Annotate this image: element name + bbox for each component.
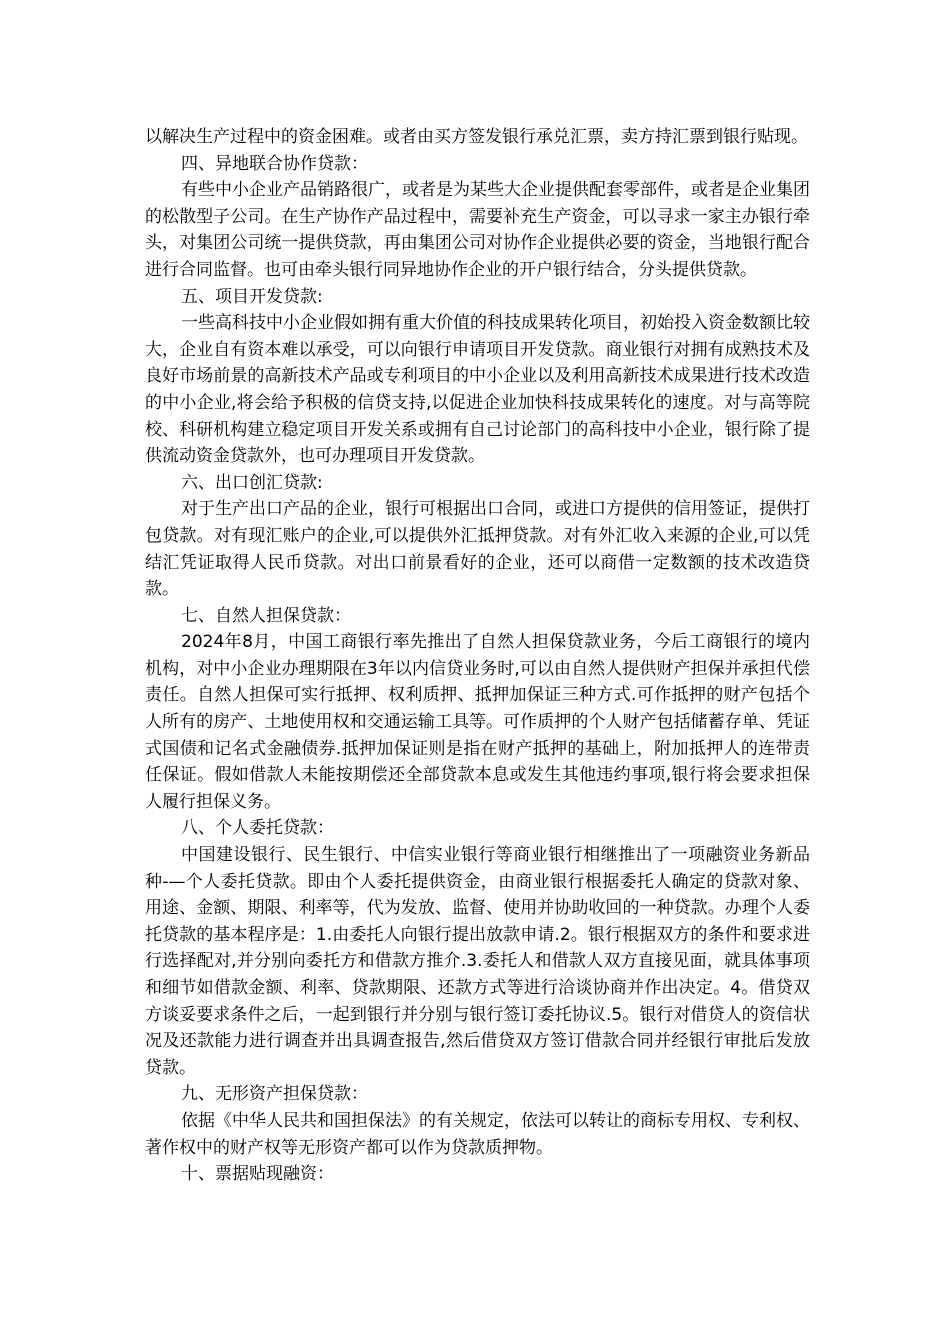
paragraph-section-5: 一些高科技中小企业假如拥有重大价值的科技成果转化项目，初始投入资金数额比较大，企业自有资本难以承受，可以向银行申请项目开发贷款。商业银行对拥有成熟技术及良好市场前景的高新技术产品或专利项目的中小企业以及利用高新技术成果进行技术改造的中小企业,将会给予积极的信贷支持,以促进企业加快科技成果转化的速度。对与高等院校、科研机构建立稳定项目开发关系或拥有自己讨论部门的高科技中小企业，银行除了提供流动资金贷款外，也可办理项目开发贷款。 — [145, 313, 810, 467]
document-body — [145, 124, 810, 1188]
section-heading-4: 四、异地联合协作贷款： — [181, 153, 368, 174]
paragraph-continued: 以解决生产过程中的资金困难。或者由买方签发银行承兑汇票，卖方持汇票到银行贴现。 — [145, 127, 808, 147]
section-heading-9: 九、无形资产担保贷款： — [181, 1084, 368, 1105]
section-heading-7: 七、自然人担保贷款： — [181, 605, 351, 626]
section-heading-5: 五、项目开发贷款: — [181, 286, 323, 307]
section-heading-10: 十、票据贴现融资： — [181, 1164, 334, 1185]
paragraph-section-4: 有些中小企业产品销路很广，或者是为某些大企业提供配套零部件，或者是企业集团的松散型子公司。在生产协作产品过程中，需要补充生产资金，可以寻求一家主办银行牵头，对集团公司统一提供贷款，再由集团公司对协作企业提供必要的资金，当地银行配合进行合同监督。也可由牵头银行同异地协作企业的开户银行结合，分头提供贷款。 — [145, 180, 810, 280]
paragraph-section-6: 对于生产出口产品的企业，银行可根据出口合同，或进口方提供的信用签证，提供打包贷款。对有现汇账户的企业,可以提供外汇抵押贷款。对有外汇收入来源的企业,可以凭结汇凭证取得人民币贷款。对出口前景看好的企业，还可以商借一定数额的技术改造贷款。 — [145, 499, 810, 600]
paragraph-section-7: 2024年8月，中国工商银行率先推出了自然人担保贷款业务，今后工商银行的境内机构，对中小企业办理期限在3年以内信贷业务时,可以由自然人提供财产担保并承担代偿责任。自然人担保可实行抵押、权利质押、抵押加保证三种方式.可作抵押的财产包括个人所有的房产、土地使用权和交通运输工具等。可作质押的个人财产包括储蓄存单、凭证式国债和记名式金融债券.抵押加保证则是指在财产抵押的基础上，附加抵押人的连带责任保证。假如借款人未能按期偿还全部贷款本息或发生其他违约事项,银行将会要求担保人履行担保义务。 — [145, 632, 810, 812]
section-heading-6: 六、出口创汇贷款: — [181, 472, 323, 493]
paragraph-section-8: 中国建设银行、民生银行、中信实业银行等商业银行相继推出了一项融资业务新品种-—个人委托贷款。即由个人委托提供资金，由商业银行根据委托人确定的贷款对象、用途、金额、期限、利率等，代为发放、监督、使用并协助收回的一种贷款。办理个人委托贷款的基本程序是：1.由委托人向银行提出放款申请.2。银行根据双方的条件和要求进行选择配对,并分别向委托方和借款方推介.3.委托人和借款人双方直接见面，就具体事项和细节如借款金额、利率、贷款期限、还款方式等进行洽谈协商并作出决定。4。借贷双方谈妥要求条件之后，一起到银行并分别与银行签订委托协议.5。银行对借贷人的资信状况及还款能力进行调查并出具调查报告,然后借贷双方签订借款合同并经银行审批后发放贷款。 — [145, 845, 810, 1078]
paragraph-section-9: 依据《中华人民共和国担保法》的有关规定，依法可以转让的商标专用权、专利权、著作权中的财产权等无形资产都可以作为贷款质押物。 — [145, 1110, 810, 1158]
section-heading-8: 八、个人委托贷款： — [181, 818, 334, 839]
